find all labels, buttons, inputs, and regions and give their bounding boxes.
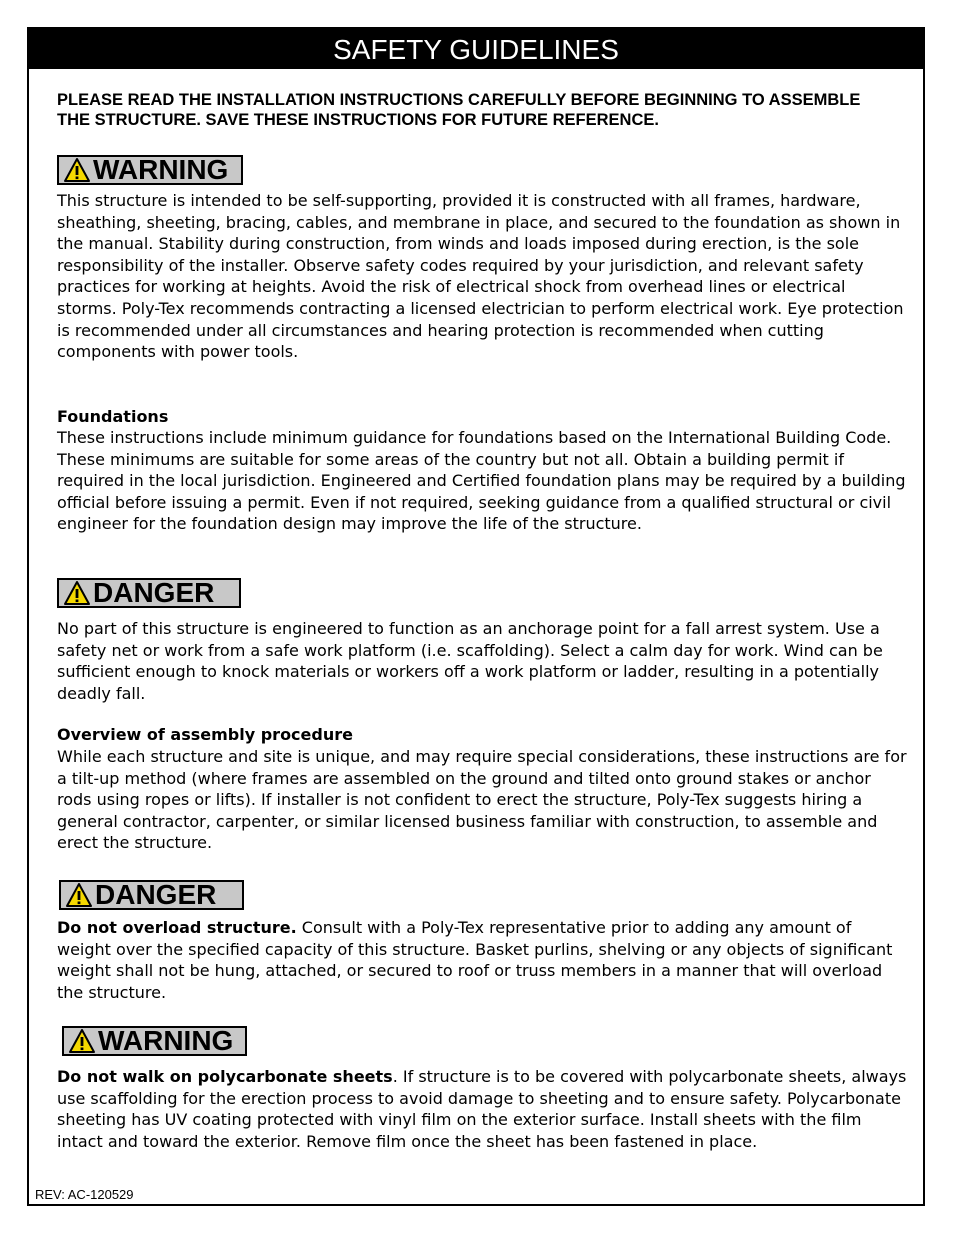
page-title: SAFETY GUIDELINES xyxy=(29,29,923,69)
warning-triangle-icon xyxy=(65,882,93,908)
warning-label: WARNING xyxy=(98,1025,234,1056)
revision-code: REV: AC-120529 xyxy=(35,1187,134,1202)
warning-label: WARNING xyxy=(93,154,229,185)
danger-label: DANGER xyxy=(95,879,217,910)
safety-page xyxy=(27,27,925,1206)
danger-label: DANGER xyxy=(93,577,215,608)
overload-body: Consult with a Poly-Tex representative prior to adding any amount of weight over the specified capacity of this structure. Basket purlins, shelving or any objects of significant weight shall not be hung, attached, or secured to roof or truss members in a manner that will overload the structure. xyxy=(57,918,893,1002)
overview-heading: Overview of assembly procedure xyxy=(57,725,353,744)
polycarbonate-paragraph xyxy=(57,1066,907,1152)
warning-badge xyxy=(62,1026,247,1056)
intro-notice: PLEASE READ THE INSTALLATION INSTRUCTIONS CAREFULLY BEFORE BEGINNING TO ASSEMBLE THE STRUCTURE. SAVE THESE INSTRUCTIONS FOR FUTURE REFERENCE. xyxy=(57,91,861,129)
warning-triangle-icon xyxy=(63,580,91,606)
foundations-paragraph: These instructions include minimum guidance for foundations based on the International Building Code. These minimums are suitable for some areas of the country but not all. Obtain a building permit if required in the local jurisdiction. Engineered and Certified foundation plans may be required by a building official before issuing a permit. Even if not required, seeking guidance from a qualified structural or civil engineer for the foundation design may improve the life of the structure. xyxy=(57,428,906,534)
overload-paragraph xyxy=(57,917,907,1003)
danger-badge xyxy=(59,880,244,910)
warning-paragraph: This structure is intended to be self-supporting, provided it is constructed with all frames, hardware, sheathing, sheeting, bracing, cables, and membrane in place, and secured to the foundation as shown in the manual. Stability during construction, from winds and loads imposed during erection, is the sole responsibility of the installer. Observe safety codes required by your jurisdiction, and relevant safety practices for working at heights. Avoid the risk of electrical shock from overhead lines or electrical storms. Poly-Tex recommends contracting a licensed electrician to perform electrical work. Eye protection is recommended under all circumstances and hearing protection is recommended when cutting components with power tools. xyxy=(57,191,904,362)
warning-triangle-icon xyxy=(63,157,91,183)
overview-paragraph: While each structure and site is unique, and may require special considerations, these instructions are for a tilt-up method (where frames are assembled on the ground and tilted onto ground stakes or anchor rods using ropes or lifts). If installer is not confident to erect the structure, Poly-Tex suggests hiring a general contractor, carpenter, or similar licensed business familiar with construction, to assemble and erect the structure. xyxy=(57,747,907,853)
warning-badge xyxy=(57,155,243,185)
overload-lead: Do not overload structure. xyxy=(57,918,297,937)
polycarbonate-lead: Do not walk on polycarbonate sheets xyxy=(57,1067,393,1086)
warning-triangle-icon xyxy=(68,1028,96,1054)
danger-paragraph: No part of this structure is engineered to function as an anchorage point for a fall arrest system. Use a safety net or work from a safe work platform (i.e. scaffolding). Select a calm day for work. Wind can be sufficient enough to knock materials or workers off a work platform or ladder, resulting in a potentially deadly fall. xyxy=(57,619,883,703)
foundations-heading: Foundations xyxy=(57,407,169,426)
polycarbonate-body: . If structure is to be covered with polycarbonate sheets, always use scaffolding for the erection process to avoid damage to sheeting and to ensure safety. Polycarbonate sheeting has UV coating protected with vinyl film on the exterior surface. Install sheets with the film intact and toward the exterior. Remove film once the sheet has been fastened in place. xyxy=(57,1067,907,1151)
danger-badge xyxy=(57,578,241,608)
